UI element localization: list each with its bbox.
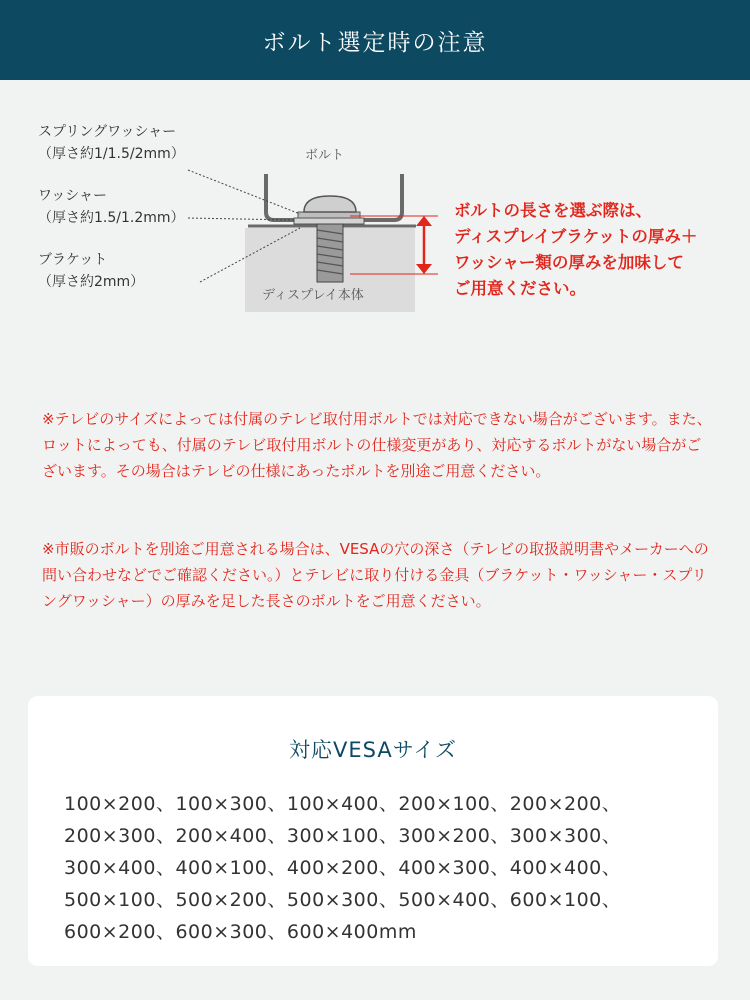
bolt-length-note-line: ご用意ください。 (454, 279, 586, 298)
page-title: ボルト選定時の注意 (262, 29, 488, 56)
vesa-size-line: 500×100、500×200、500×300、500×400、600×100、 (64, 889, 622, 911)
notice-commercial-bolt: ※市販のボルトを別途ご用意される場合は、VESAの穴の深さ（テレビの取扱説明書やメーカーへの問い合わせなどでご確認ください。）とテレビに取り付ける金具（ブラケット・ワッシャー・スプリングワッシャー）の厚みを足した長さのボルトをご用意ください。 (42, 540, 709, 610)
vesa-size-line: 600×200、600×300、600×400mm (64, 921, 417, 943)
spring-washer-thickness: （厚さ約1/1.5/2mm） (38, 146, 185, 162)
spring-washer-label: スプリングワッシャー (38, 124, 177, 140)
bolt-head-shape (304, 196, 356, 212)
measure-arrow-up (416, 216, 432, 226)
vesa-card (28, 696, 718, 966)
washer-shape (294, 218, 364, 224)
vesa-size-line: 300×400、400×100、400×200、400×300、400×400、 (64, 857, 622, 879)
vesa-size-line: 200×300、200×400、300×100、300×200、300×300、 (64, 825, 622, 847)
bolt-length-note-line: ディスプレイブラケットの厚み＋ (454, 227, 698, 246)
vesa-size-line: 100×200、100×300、100×400、200×100、200×200、 (64, 793, 622, 815)
notice-tv-bolt: ※テレビのサイズによっては付属のテレビ取付用ボルトでは対応できない場合がございます。また、ロットによっても、付属のテレビ取付用ボルトの仕様変更があり、対応するボルトがない場合がございます。その場合はテレビの仕様にあったボルトを別途ご用意ください。 (42, 410, 712, 480)
bolt-length-note-line: ワッシャー類の厚みを加味して (454, 253, 684, 272)
vesa-title: 対応VESAサイズ (288, 738, 458, 762)
spring-washer-shape (298, 212, 360, 218)
bolt-length-note-line: ボルトの長さを選ぶ際は、 (454, 201, 652, 220)
spring-washer-leader (188, 170, 300, 214)
washer-label: ワッシャー (38, 188, 108, 204)
vesa-size-list (64, 788, 704, 948)
bracket-thickness: （厚さ約2mm） (38, 274, 145, 290)
page-header (0, 0, 750, 80)
washer-thickness: （厚さ約1.5/1.2mm） (38, 210, 185, 226)
bracket-label: ブラケット (38, 252, 108, 268)
bolt-length-note (454, 198, 744, 302)
bolt-diagram (30, 110, 440, 330)
display-body-label: ディスプレイ本体 (262, 288, 364, 303)
bolt-label: ボルト (305, 148, 345, 163)
measure-arrow-down (416, 264, 432, 274)
